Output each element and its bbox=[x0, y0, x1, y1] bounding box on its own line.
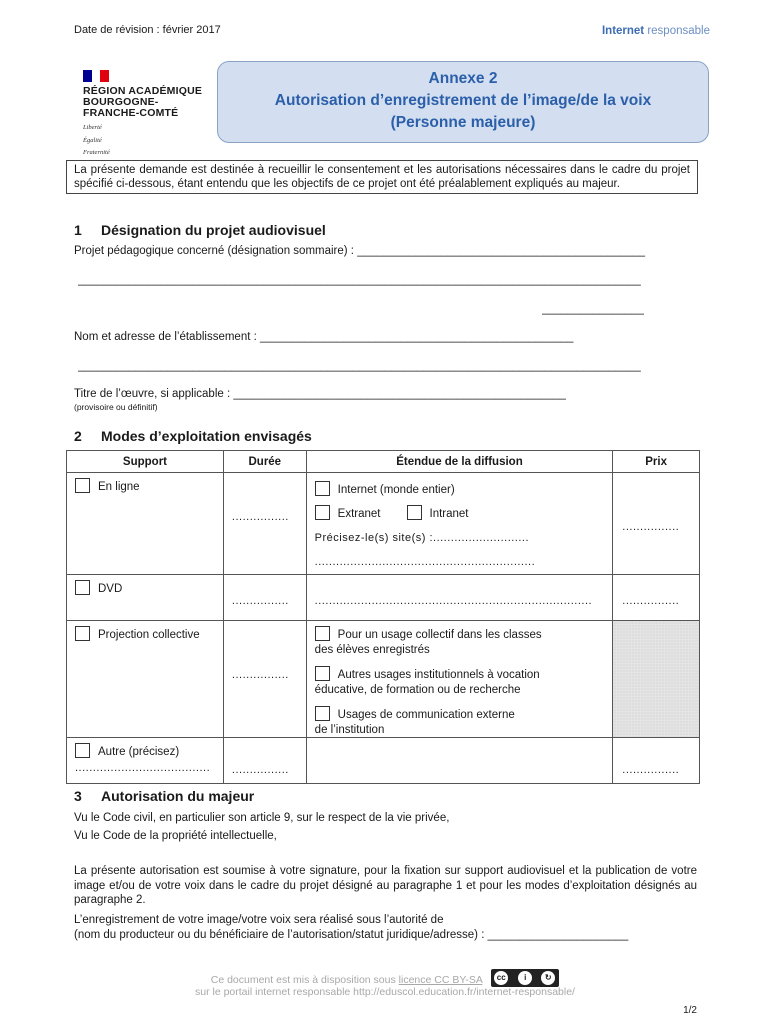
section3-number: 3 bbox=[74, 788, 82, 804]
footer-text: Ce document est mis à disposition sous bbox=[210, 974, 399, 986]
section1-title: Désignation du projet audiovisuel bbox=[101, 222, 326, 238]
logo-line2: BOURGOGNE- bbox=[83, 96, 159, 108]
table-row-autre bbox=[67, 738, 700, 784]
usage-collectif-label: Pour un usage collectif dans les classes bbox=[337, 629, 542, 641]
producteur-label: (nom du producteur ou du bénéficiaire de l’autorisation/statut juridique/adresse) : bbox=[74, 929, 485, 941]
usages-institutionnels-checkbox[interactable] bbox=[315, 666, 330, 681]
prix-autre[interactable] bbox=[613, 738, 700, 784]
region-logo bbox=[83, 70, 213, 157]
duree-en-ligne[interactable] bbox=[223, 473, 306, 575]
prix-en-ligne[interactable] bbox=[613, 473, 700, 575]
autorite-text: L’enregistrement de votre image/votre voix sera réalisé sous l’autorité de bbox=[74, 914, 444, 926]
prix-dvd[interactable] bbox=[613, 575, 700, 621]
footer-line2: sur le portail internet responsable http://eduscol.education.fr/internet-responsable/ bbox=[195, 986, 575, 998]
section3-heading bbox=[74, 788, 254, 804]
motto-1: Liberté bbox=[83, 124, 102, 131]
etendue-autre[interactable] bbox=[306, 738, 613, 784]
etendue-projection bbox=[306, 621, 613, 738]
title-box bbox=[217, 61, 709, 143]
titre-field[interactable] bbox=[74, 388, 699, 400]
titre-line: ____________________________________________________ bbox=[233, 388, 566, 400]
section1-heading bbox=[74, 222, 326, 238]
titre-note: (provisoire ou définitif) bbox=[74, 402, 158, 412]
table-row-en-ligne bbox=[67, 473, 700, 575]
autre-dots[interactable]: ...................................... bbox=[75, 762, 211, 774]
title-line2: Autorisation d’enregistrement de l’image/de la voix bbox=[274, 92, 652, 109]
revision-date: Date de révision : février 2017 bbox=[74, 24, 221, 36]
communication-externe-label-2: de l’institution bbox=[314, 723, 385, 736]
etendue-en-ligne bbox=[306, 473, 613, 575]
communication-externe-label: Usages de communication externe bbox=[337, 709, 515, 721]
producteur-line: ______________________ bbox=[487, 929, 629, 941]
intranet-label: Intranet bbox=[429, 508, 469, 520]
extranet-label: Extranet bbox=[337, 508, 381, 520]
brand-rest: responsable bbox=[644, 25, 710, 37]
usages-institutionnels-label: Autres usages institutionnels à vocation bbox=[337, 669, 540, 681]
section3-title: Autorisation du majeur bbox=[101, 788, 255, 804]
support-dvd bbox=[67, 575, 224, 621]
en-ligne-label: En ligne bbox=[98, 481, 140, 493]
communication-externe-checkbox[interactable] bbox=[315, 706, 330, 721]
projet-label: Projet pédagogique concerné (désignation sommaire) : bbox=[74, 245, 354, 257]
projet-line-2[interactable]: ________________________________________________________________________________________ bbox=[78, 274, 641, 286]
sites-field[interactable]: Précisez-le(s) site(s) :........................... bbox=[314, 532, 530, 544]
footer-line1 bbox=[0, 969, 770, 987]
prix-projection-shaded bbox=[613, 621, 700, 738]
col-etendue: Étendue de la diffusion bbox=[306, 451, 613, 473]
title-line3: (Personne majeure) bbox=[390, 114, 536, 131]
duree-dvd-dots: ................ bbox=[231, 595, 289, 607]
prix-dvd-dots: ................ bbox=[622, 595, 680, 607]
extranet-checkbox[interactable] bbox=[315, 505, 330, 520]
producteur-field[interactable] bbox=[74, 928, 699, 943]
duree-projection[interactable] bbox=[223, 621, 306, 738]
table-header-row bbox=[67, 451, 700, 473]
brand-bold: Internet bbox=[601, 25, 645, 37]
section2-number: 2 bbox=[74, 428, 82, 444]
duree-autre-dots: ................ bbox=[231, 764, 289, 776]
section2-heading bbox=[74, 428, 312, 444]
table-row-projection bbox=[67, 621, 700, 738]
projet-field[interactable] bbox=[74, 245, 699, 257]
code-civil-text: Vu le Code civil, en particulier son article 9, sur le respect de la vie privée, bbox=[74, 812, 450, 824]
internet-checkbox[interactable] bbox=[315, 481, 330, 496]
logo-line1: RÉGION ACADÉMIQUE bbox=[83, 85, 203, 97]
etendue-dvd-dots: .............................................................................. bbox=[314, 595, 593, 607]
etablissement-line-2[interactable]: ________________________________________________________________________________________ bbox=[78, 360, 641, 372]
prix-en-ligne-dots: ................ bbox=[622, 521, 680, 533]
col-support: Support bbox=[67, 451, 224, 473]
cc-by-sa-icon: cc i ↻ bbox=[491, 969, 559, 987]
license-link[interactable]: licence CC BY-SA bbox=[398, 974, 483, 986]
usages-institutionnels-label-2: éducative, de formation ou de recherche bbox=[314, 683, 521, 696]
dvd-label: DVD bbox=[98, 583, 123, 595]
sites-dots[interactable]: .............................................................. bbox=[314, 556, 536, 568]
section1-number: 1 bbox=[74, 222, 82, 238]
etab-line: _________________________________________________ bbox=[260, 331, 574, 343]
usage-collectif-label-2: des élèves enregistrés bbox=[314, 643, 430, 656]
support-autre bbox=[67, 738, 224, 784]
autre-label: Autre (précisez) bbox=[98, 746, 180, 758]
duree-autre[interactable] bbox=[223, 738, 306, 784]
support-en-ligne bbox=[67, 473, 224, 575]
etab-label: Nom et adresse de l’établissement : bbox=[74, 331, 257, 343]
title-line1: Annexe 2 bbox=[428, 70, 498, 87]
projection-label: Projection collective bbox=[98, 629, 200, 641]
projet-line: _____________________________________________ bbox=[357, 245, 646, 257]
duree-dvd[interactable] bbox=[223, 575, 306, 621]
en-ligne-checkbox[interactable] bbox=[75, 478, 90, 493]
intro-box: La présente demande est destinée à recueillir le consentement et les autorisations nécessaires dans le cadre du projet spécifié ci-dessous, étant entendu que les objectifs de ce projet ont été préalablement expliqués au majeur. bbox=[66, 160, 698, 194]
projection-checkbox[interactable] bbox=[75, 626, 90, 641]
usage-collectif-checkbox[interactable] bbox=[315, 626, 330, 641]
etablissement-field[interactable] bbox=[74, 331, 699, 343]
duree-en-ligne-dots: ................ bbox=[231, 511, 289, 523]
logo-line3: FRANCHE-COMTÉ bbox=[83, 107, 179, 119]
internet-label: Internet (monde entier) bbox=[337, 484, 455, 496]
section2-title: Modes d’exploitation envisagés bbox=[101, 428, 312, 444]
etendue-dvd[interactable] bbox=[306, 575, 613, 621]
titre-label: Titre de l’œuvre, si applicable : bbox=[74, 388, 231, 400]
flag-icon bbox=[83, 70, 109, 82]
col-prix: Prix bbox=[613, 451, 700, 473]
col-duree: Durée bbox=[223, 451, 306, 473]
table-row-dvd bbox=[67, 575, 700, 621]
motto-3: Fraternité bbox=[83, 149, 110, 156]
prix-autre-dots: ................ bbox=[622, 764, 680, 776]
brand-label bbox=[602, 25, 710, 37]
intranet-checkbox[interactable] bbox=[407, 505, 422, 520]
support-projection bbox=[67, 621, 224, 738]
projet-line-3[interactable]: ________________ bbox=[542, 303, 645, 315]
autorisation-text: La présente autorisation est soumise à votre signature, pour la fixation sur support audiovisuel et la publication de votre image et/ou de votre voix dans le cadre du projet désigné au paragraphe 1 et pour les modes d’exploitation désignés au paragraphe 2. bbox=[74, 865, 697, 906]
modes-table bbox=[66, 450, 700, 784]
page-number: 1/2 bbox=[683, 1005, 697, 1016]
code-propriete-text: Vu le Code de la propriété intellectuelle, bbox=[74, 830, 277, 842]
duree-projection-dots: ................ bbox=[231, 669, 289, 681]
autre-checkbox[interactable] bbox=[75, 743, 90, 758]
motto-2: Égalité bbox=[83, 136, 102, 144]
dvd-checkbox[interactable] bbox=[75, 580, 90, 595]
